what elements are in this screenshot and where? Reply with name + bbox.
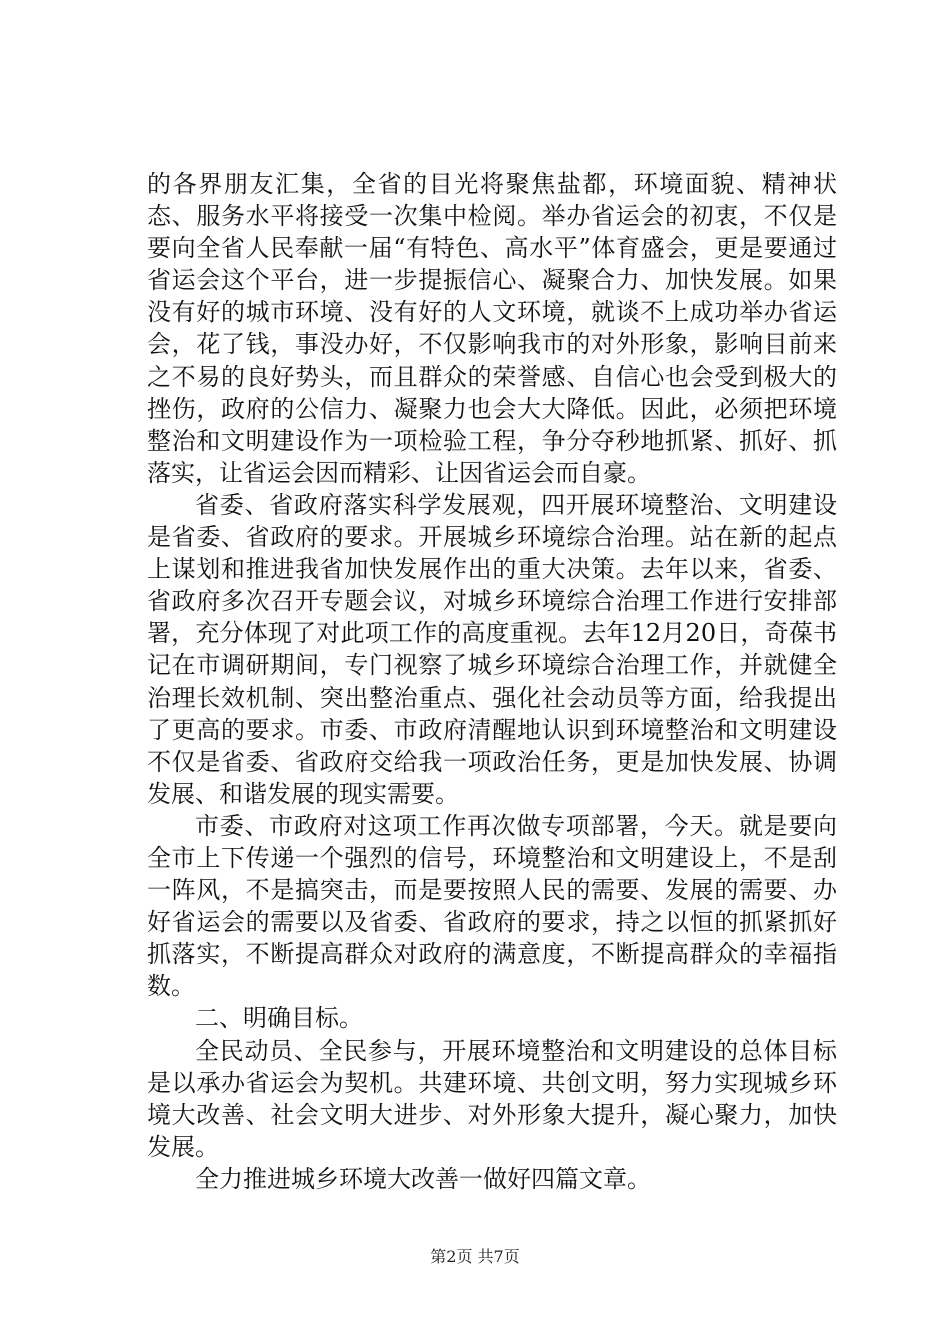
paragraph-2: 省委、省政府落实科学发展观，四开展环境整治、文明建设是省委、省政府的要求。开展城乡环境综合治理。站在新的起点上谋划和推进我省加快发展作出的重大决策。去年以来，省委、省政府多次召开专题会议，对城乡环境综合治理工作进行安排部署，充分体现了对此项工作的高度重视。去年12月20日，奇葆书记在市调研期间，专门视察了城乡环境综合治理工作，并就健全治理长效机制、突出整治重点、强化社会动员等方面，给我提出了更高的要求。市委、市政府清醒地认识到环境整治和文明建设不仅是省委、省政府交给我一项政治任务，更是加快发展、协调发展、和谐发展的现实需要。	[147, 490, 837, 808]
paragraph-3: 市委、市政府对这项工作再次做专项部署，今天。就是要向全市上下传递一个强烈的信号，环境整治和文明建设上，不是刮一阵风，不是搞突击，而是要按照人民的需要、发展的需要、办好省运会的需要以及省委、省政府的要求，持之以恒的抓紧抓好抓落实，不断提高群众对政府的满意度，不断提高群众的幸福指数。	[147, 811, 837, 1001]
page-number-footer: 第2页 共7页	[430, 1247, 520, 1266]
document-body	[147, 168, 837, 1195]
paragraph-4: 全民动员、全民参与，开展环境整治和文明建设的总体目标是以承办省运会为契机。共建环境、共创文明，努力实现城乡环境大改善、社会文明大进步、对外形象大提升，凝心聚力，加快发展。	[147, 1036, 837, 1161]
section-heading: 二、明确目标。	[195, 1004, 363, 1033]
paragraph-1: 的各界朋友汇集，全省的目光将聚焦盐都，环境面貌、精神状态、服务水平将接受一次集中检阅。举办省运会的初衷，不仅是要向全省人民奉献一届“有特色、高水平”体育盛会，更是要通过省运会这个平台，进一步提振信心、凝聚合力、加快发展。如果没有好的城市环境、没有好的人文环境，就谈不上成功举办省运会，花了钱，事没办好，不仅影响我市的对外形象，影响目前来之不易的良好势头，而且群众的荣誉感、自信心也会受到极大的挫伤，政府的公信力、凝聚力也会大大降低。因此，必须把环境整治和文明建设作为一项检验工程，争分夺秒地抓紧、抓好、抓落实，让省运会因而精彩、让因省运会而自豪。	[147, 170, 837, 487]
paragraph-5: 全力推进城乡环境大改善一做好四篇文章。	[195, 1164, 651, 1193]
